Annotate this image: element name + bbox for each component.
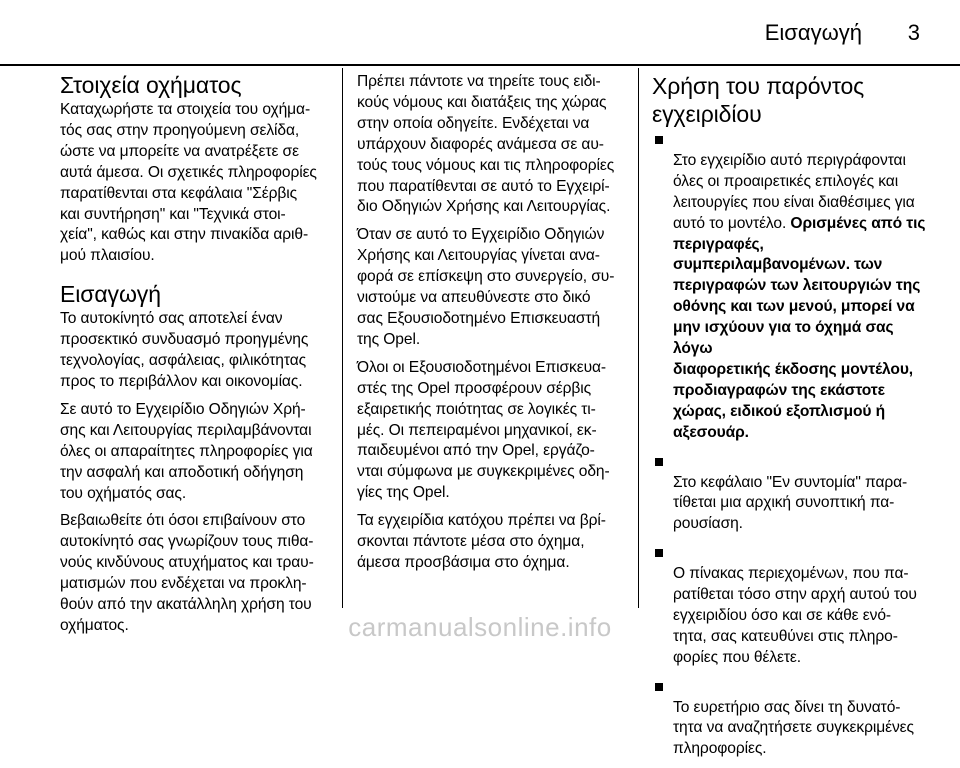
square-bullet-icon bbox=[655, 136, 663, 144]
heading-using-manual: Χρήση του παρόντος εγχειριδίου bbox=[652, 73, 865, 127]
list-item bbox=[652, 452, 928, 536]
bullet-text: Ο πίνακας περιεχομένων, που πα- ρατίθεται τόσο στην αρχή αυτού του εγχειριδίου όσο και σε κάθε ενό- τητα, σας κατευθύνει στις πληρο- φορίες που θέλετε. bbox=[673, 565, 917, 666]
column-1 bbox=[60, 72, 332, 644]
column-divider-2 bbox=[638, 68, 639, 608]
running-title: Εισαγωγή bbox=[764, 20, 862, 45]
column-divider-1 bbox=[342, 68, 343, 608]
page-number: 3 bbox=[907, 20, 920, 45]
paragraph-repairers: Όλοι οι Εξουσιοδοτημένοι Επισκευα- στές της Opel προσφέρουν σέρβις εξαιρετικής ποιότητας σε λογικές τι- μές. Οι πεπειραμένοι μηχανικοί, εκ- παιδευμένοι από την Opel, εργάζο- νται σύμφωνα με συγκεκριμένες οδη- γίες της Opel. bbox=[357, 358, 610, 502]
page-header bbox=[0, 0, 960, 66]
column-3 bbox=[652, 72, 928, 768]
paragraph-intro-2: Σε αυτό το Εγχειρίδιο Οδηγιών Χρή- σης και Λειτουργίας περιλαμβάνονται όλες οι απαραίτητες πληροφορίες για την ασφαλή και αποδοτική οδήγηση του οχήματός σας. bbox=[60, 400, 313, 502]
watermark: carmanualsonline.info bbox=[348, 612, 612, 642]
paragraph-intro-1: Το αυτοκίνητό σας αποτελεί έναν προσεκτικό συνδυασμό προηγμένης τεχνολογίας, ασφάλειας, φιλικότητας προς το περιβάλλον και οικονομίας. bbox=[60, 310, 309, 390]
bullet-text: Στο κεφάλαιο "Εν συντομία" παρα- τίθεται μια αρχική συνοπτική πα- ρουσίαση. bbox=[673, 473, 908, 533]
paragraph-workshop: Όταν σε αυτό το Εγχειρίδιο Οδηγιών Χρήσης και Λειτουργίας γίνεται ανα- φορά σε επίσκεψη στο συνεργείο, συ- νιστούμε να απευθύνεστε στο δικό σας Εξουσιοδοτημένο Επισκευαστή της Opel. bbox=[357, 226, 615, 348]
bullet-text-normal: Στο εγχειρίδιο αυτό περιγράφονται όλες οι προαιρετικές επιλογές και λειτουργίες που είναι διαθέσιμες για αυτό το μοντέλο. bbox=[673, 151, 915, 232]
list-item bbox=[652, 130, 928, 444]
paragraph-intro-3: Βεβαιωθείτε ότι όσοι επιβαίνουν στο αυτοκίνητό σας γνωρίζουν τους πιθα- νούς κινδύνους ατυχήματος και τραυ- ματισμών που ενδέχεται να προκλη- θούν από την ακατάλληλη χρήση του οχήματος. bbox=[60, 512, 314, 634]
bullet-text-bold: Ορισμένες από τις περιγραφές, συμπεριλαμβανομένων. των περιγραφών των λειτουργιών της οθόνης και των μενού, μπορεί να μην ισχύουν για το όχημά σας λόγω διαφορετικής έκδοσης μοντέλου, προδιαγραφών της εκάστοτε χώρας, ειδικού εξοπλισμού ή αξεσουάρ. bbox=[673, 214, 926, 441]
square-bullet-icon bbox=[655, 549, 663, 557]
heading-introduction: Εισαγωγή bbox=[60, 281, 161, 308]
heading-vehicle-data: Στοιχεία οχήματος bbox=[60, 72, 242, 98]
square-bullet-icon bbox=[655, 683, 663, 691]
column-2 bbox=[357, 72, 625, 581]
manual-usage-list bbox=[652, 130, 928, 760]
paragraph-owner-manuals: Τα εγχειρίδια κατόχου πρέπει να βρί- σκονται πάντοτε μέσα στο όχημα, άμεσα προσβάσιμα στο όχημα. bbox=[357, 512, 606, 571]
list-item bbox=[652, 543, 928, 668]
bullet-text: Το ευρετήριο σας δίνει τη δυνατό- τητα να αναζητήσετε συγκεκριμένες πληροφορίες. bbox=[673, 698, 914, 758]
paragraph-vehicle-data: Καταχωρήστε τα στοιχεία του οχήμα- τός σας στην προηγούμενη σελίδα, ώστε να μπορείτε να ανατρέξετε σε αυτά άμεσα. Οι σχετικές πληροφορίες παρατίθενται στα κεφάλαια "Σέρβις και συντήρηση" και "Τεχνικά στοι- χεία", καθώς και στην πινακίδα αριθ- μού πλαισίου. bbox=[60, 101, 317, 265]
paragraph-laws: Πρέπει πάντοτε να τηρείτε τους ειδι- κούς νόμους και διατάξεις της χώρας στην οποία οδηγείτε. Ενδέχεται να υπάρχουν διαφορές ανάμεσα σε αυ- τούς τους νόμους και τις πληροφορίες που παρατίθενται σε αυτό το Εγχειρί- διο Οδηγιών Χρήσης και Λειτουργίας. bbox=[357, 73, 615, 216]
header-rule bbox=[0, 64, 960, 66]
square-bullet-icon bbox=[655, 458, 663, 466]
list-item bbox=[652, 677, 928, 761]
